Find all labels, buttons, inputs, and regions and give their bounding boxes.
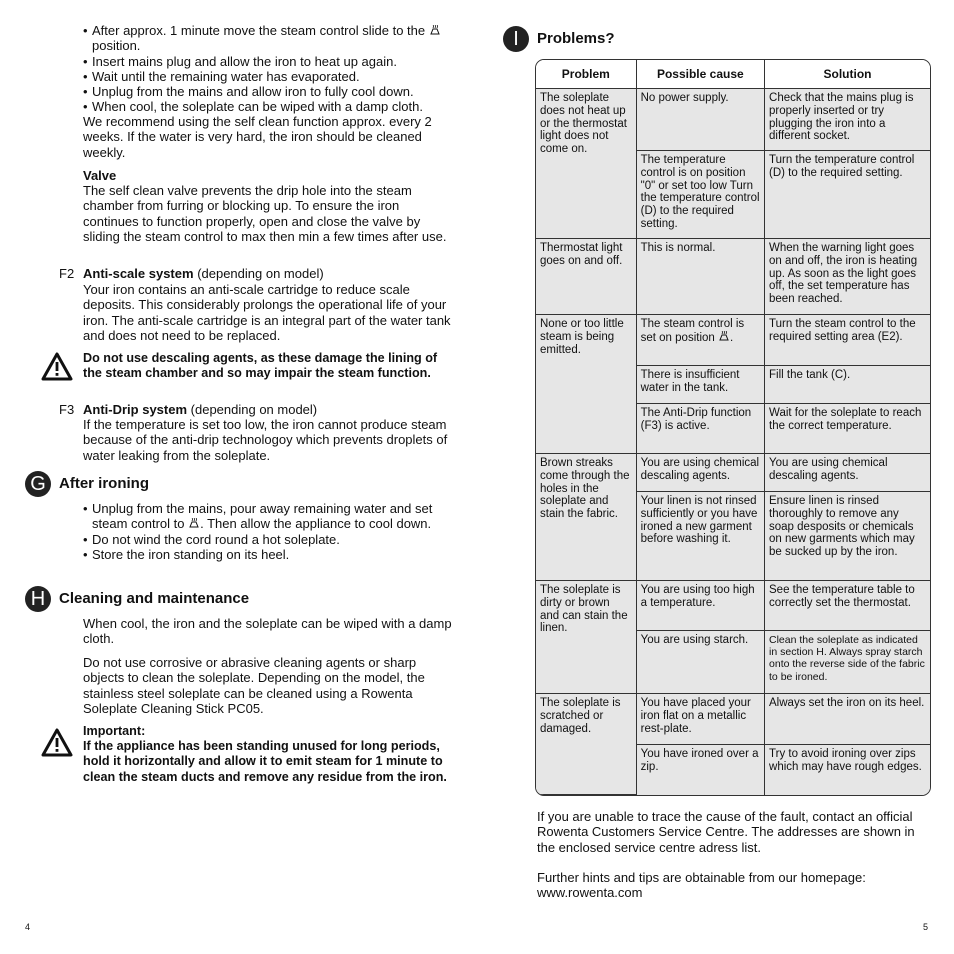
page-number-right: 5 [923, 922, 929, 932]
solution-cell: Fill the tank (C). [765, 366, 930, 404]
valve-title: Valve [83, 168, 117, 183]
f2-heading: Anti-scale system (depending on model) [83, 266, 324, 281]
f2-label: F2 [59, 266, 75, 281]
table-row [536, 239, 930, 315]
section-h-title: Cleaning and maintenance [59, 590, 250, 607]
table-row [536, 315, 930, 366]
after-ironing-list [83, 501, 458, 562]
problem-cell: The soleplate is dirty or brown and can stain the linen. [536, 581, 637, 694]
header-solution: Solution [765, 60, 930, 89]
problem-cell: The soleplate does not heat up or the thermostat light does not come on. [536, 89, 637, 239]
valve-text: The self clean valve prevents the drip hole into the steam chamber from furring or blocking up. To ensure the iron continues to function properly, open and close the valve by sliding the steam control to max then min a few times after use. [83, 183, 447, 244]
cause-cell: Your linen is not rinsed sufficiently or you have ironed a new garment before washing it. [637, 492, 765, 581]
problem-cell: None or too little steam is being emitted. [536, 315, 637, 454]
cause-cell: The steam control is set on position . [637, 315, 765, 366]
section-g-title: After ironing [59, 475, 149, 492]
table-row [536, 454, 930, 492]
header-problem: Problem [536, 60, 637, 89]
f2-text: Your iron contains an anti-scale cartridge to reduce scale deposits. This considerably prolongs the operational life of your iron. The anti-scale cartridge is an integral part of the water tank and does not need to be replaced. [83, 282, 451, 343]
solution-cell: Wait for the soleplate to reach the correct temperature. [765, 404, 930, 454]
solution-cell: Ensure linen is rinsed thoroughly to remove any soap desposits or chemicals on new garments which may be sucked up by the iron. [765, 492, 930, 581]
solution-cell: When the warning light goes on and off, the iron is heating up. As soon as the light goes off, the set temperature has been reached. [765, 239, 930, 315]
step-5: • When cool, the soleplate can be wiped with a damp cloth. [83, 99, 458, 114]
problems-table [535, 59, 931, 796]
header-cause: Possible cause [637, 60, 765, 89]
f3-label: F3 [59, 402, 75, 417]
solution-cell: You are using chemical descaling agents. [765, 454, 930, 492]
after-ironing-step-1: • Unplug from the mains, pour away remaining water and set steam control to . Then allow the appliance to cool down. [83, 501, 458, 532]
problem-cell: Brown streaks come through the holes in the soleplate and stain the fabric. [536, 454, 637, 581]
cause-cell: No power supply. [637, 89, 765, 151]
table-row [536, 694, 930, 745]
solution-cell: See the temperature table to correctly set the thermostat. [765, 581, 930, 631]
step-1: • After approx. 1 minute move the steam control slide to the position. [83, 23, 458, 54]
cause-cell: The temperature control is on position "0" or set too low Turn the temperature control (D) to the required setting. [637, 151, 765, 239]
warning-icon [41, 728, 73, 757]
steam-icon [429, 25, 441, 36]
self-clean-steps [83, 23, 458, 115]
step-4: • Unplug from the mains and allow iron to fully cool down. [83, 84, 458, 99]
cause-cell: You are using chemical descaling agents. [637, 454, 765, 492]
recommend-text: We recommend using the self clean function approx. every 2 weeks. If the water is very hard, the iron should be cleaned weekly. [83, 114, 432, 160]
solution-cell: Always set the iron on its heel. [765, 694, 930, 745]
cause-cell: You have placed your iron flat on a metallic rest-plate. [637, 694, 765, 745]
table-row [536, 89, 930, 151]
solution-cell: Turn the steam control to the required setting area (E2). [765, 315, 930, 366]
step-3: • Wait until the remaining water has evaporated. [83, 69, 458, 84]
section-i-badge: I [503, 26, 529, 52]
problem-cell: The soleplate is scratched or damaged. [536, 694, 637, 795]
important-title: Important: [83, 724, 146, 738]
problem-cell: Thermostat light goes on and off. [536, 239, 637, 315]
contact-text: If you are unable to trace the cause of the fault, contact an official Rowenta Customers Service Centre. The addresses are shown in the enclosed service centre adress list. [537, 809, 915, 855]
cause-cell: The Anti-Drip function (F3) is active. [637, 404, 765, 454]
table-row [536, 581, 930, 631]
homepage-text: Further hints and tips are obtainable from our homepage: www.rowenta.com [537, 870, 866, 901]
f3-text: If the temperature is set too low, the iron cannot produce steam because of the anti-drip technologoy which prevents droplets of water leaking from the soleplate. [83, 417, 448, 463]
cause-cell: There is insufficient water in the tank. [637, 366, 765, 404]
after-ironing-step-2: • Do not wind the cord round a hot soleplate. [83, 532, 458, 547]
f3-heading: Anti-Drip system (depending on model) [83, 402, 318, 417]
warning-icon [41, 352, 73, 381]
after-ironing-step-3: • Store the iron standing on its heel. [83, 547, 458, 562]
solution-cell: Check that the mains plug is properly inserted or try plugging the iron into a different socket. [765, 89, 930, 151]
cause-cell: You are using too high a temperature. [637, 581, 765, 631]
important-text: If the appliance has been standing unused for long periods, hold it horizontally and allow it to emit steam for 1 minute to clean the steam ducts and remove any residue from the iron. [83, 739, 447, 784]
page-number-left: 4 [25, 922, 31, 932]
step-2: • Insert mains plug and allow the iron to heat up again. [83, 54, 458, 69]
section-g-badge: G [25, 471, 51, 497]
section-i-title: Problems? [537, 30, 615, 47]
warning-descaling: Do not use descaling agents, as these damage the lining of the steam chamber and so may impair the steam function. [83, 351, 438, 381]
solution-cell: Clean the soleplate as indicated in section H. Always spray starch onto the reverse side of the fabric to be ironed. [765, 631, 930, 694]
steam-icon [718, 331, 730, 342]
solution-cell: Turn the temperature control (D) to the required setting. [765, 151, 930, 239]
solution-cell: Try to avoid ironing over zips which may have rough edges. [765, 745, 930, 795]
cause-cell: This is normal. [637, 239, 765, 315]
cause-cell: You have ironed over a zip. [637, 745, 765, 795]
steam-icon [188, 518, 200, 529]
cleaning-text-1: When cool, the iron and the soleplate can be wiped with a damp cloth. [83, 616, 452, 647]
cause-cell: You are using starch. [637, 631, 765, 694]
cleaning-text-2: Do not use corrosive or abrasive cleaning agents or sharp objects to clean the soleplate. Depending on the model, the stainless steel soleplate can be cleaned using a Rowenta Soleplate Cleaning Stick PC05. [83, 655, 425, 716]
section-h-badge: H [25, 586, 51, 612]
